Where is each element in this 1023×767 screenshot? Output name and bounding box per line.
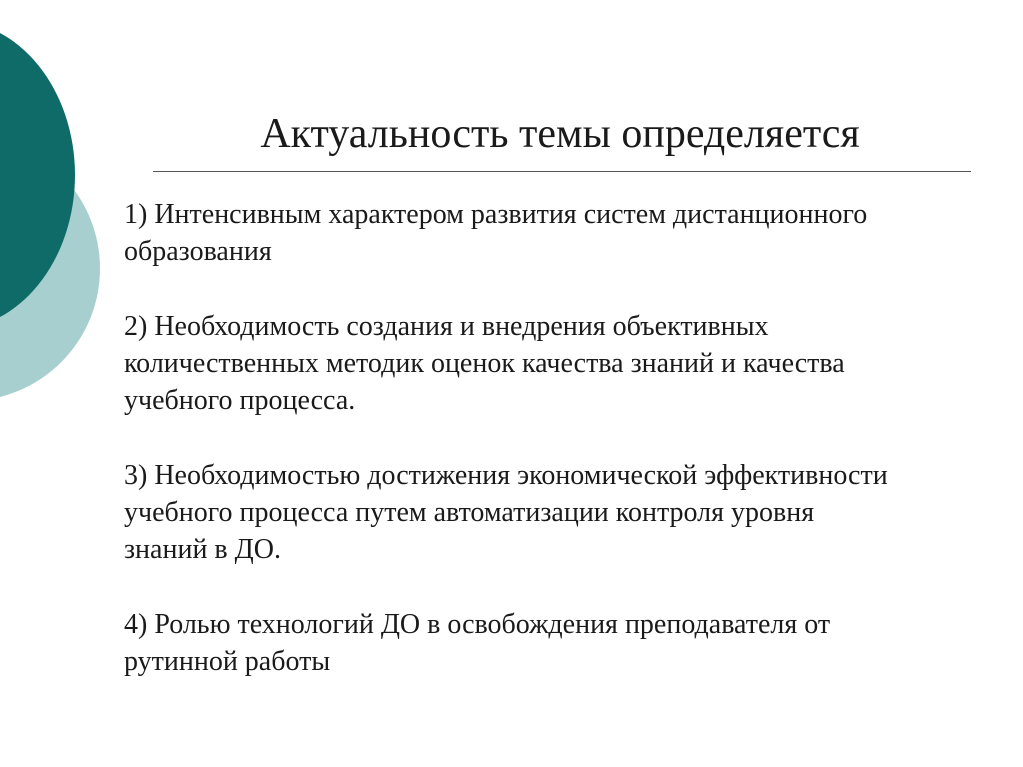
point-2 xyxy=(124,308,1023,419)
point-3-line-2: учебного процесса путем автоматизации контроля уровня xyxy=(124,497,815,528)
slide-body xyxy=(124,196,1023,718)
point-3 xyxy=(124,457,1023,568)
point-3-line-1: 3) Необходимостью достижения экономической эффективности xyxy=(124,460,888,491)
point-2-line-2: количественных методик оценок качества знаний и качества xyxy=(124,348,845,379)
point-4-line-1: 4) Ролью технологий ДО в освобождения преподавателя от xyxy=(124,609,831,640)
point-3-line-3: знаний в ДО. xyxy=(124,534,281,565)
point-1-line-2: образования xyxy=(124,236,272,267)
point-1 xyxy=(124,196,1023,270)
point-4 xyxy=(124,606,1023,680)
title-underline-divider xyxy=(153,171,971,172)
point-2-line-1: 2) Необходимость создания и внедрения объективных xyxy=(124,311,769,342)
point-2-line-3: учебного процесса. xyxy=(124,385,356,416)
slide-title: Актуальность темы определяется xyxy=(260,111,860,157)
point-1-line-1: 1) Интенсивным характером развития систем дистанционного xyxy=(124,199,868,230)
point-4-line-2: рутинной работы xyxy=(124,646,331,677)
